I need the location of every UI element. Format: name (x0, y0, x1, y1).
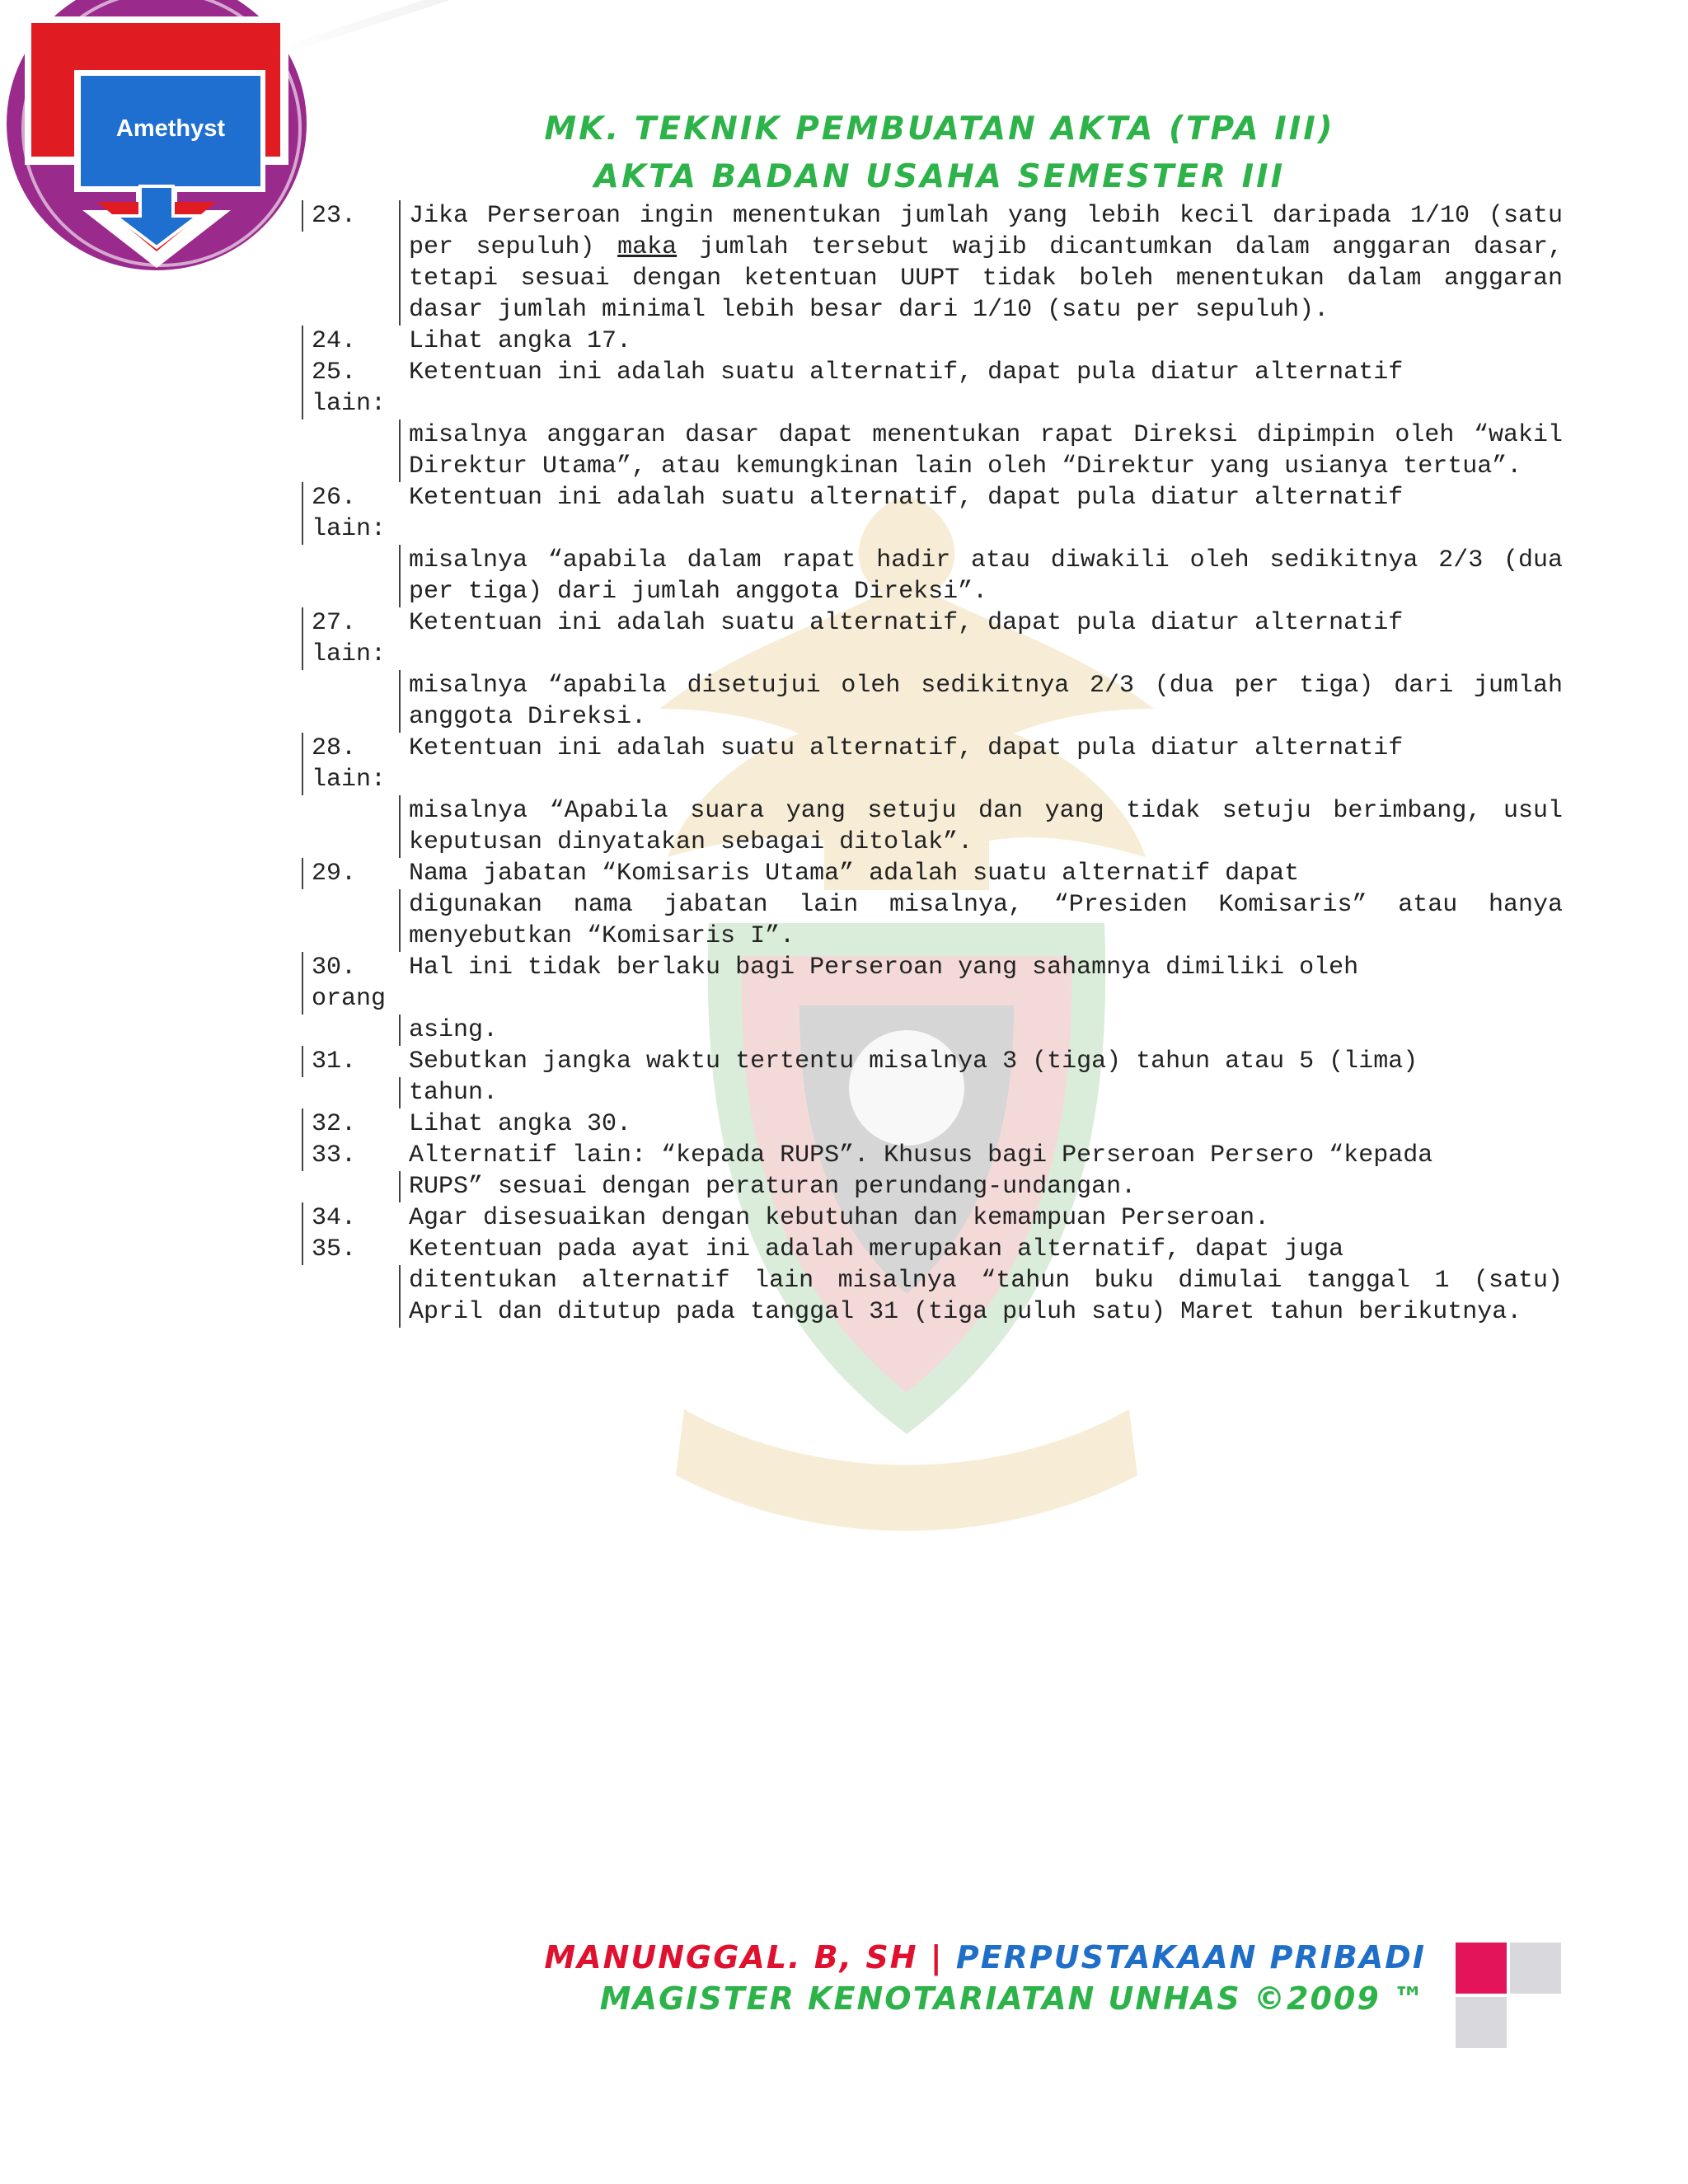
item-number: 35. (302, 1234, 394, 1265)
list-item-25 (302, 357, 1563, 482)
item-number: 29. (302, 858, 394, 889)
item-text: ditentukan alternatif lain misalnya “tahun buku dimulai tanggal 1 (satu) April dan ditutup pada tanggal 31 (tiga puluh satu) Maret tahun berikutnya. (399, 1265, 1563, 1328)
item-text-part: Jika Perseroan ingin menentukan jumlah yang lebih kecil daripada 1/10 (satu per sepuluh) (409, 202, 1563, 261)
decorative-swoosh (270, 0, 775, 58)
footer-square-gray (1456, 1997, 1507, 2048)
item-text-part: jumlah tersebut wajib dicantumkan dalam anggaran dasar, tetapi sesuai dengan ketentuan UUPT tidak boleh menentukan dalam anggaran dasar jumlah minimal lebih besar dari 1/10 (satu per sepuluh). (409, 233, 1563, 324)
list-item-34 (302, 1202, 1563, 1234)
footer-square-pink (1456, 1943, 1507, 1994)
item-wrapped-word: lain: (302, 388, 394, 419)
item-text (399, 200, 1563, 326)
list-item-32 (302, 1108, 1563, 1140)
footer-line1 (528, 1937, 1426, 1978)
list-item-28 (302, 733, 1563, 858)
footer-author: MANUNGGAL. B, SH (544, 1939, 918, 1975)
footer-institution: MAGISTER KENOTARIATAN UNHAS ©2009 ™ (599, 1980, 1426, 2017)
list-item-31 (302, 1046, 1563, 1108)
logo-label: Amethyst (115, 115, 226, 142)
item-wrapped-word: orang (302, 983, 394, 1015)
item-text: asing. (399, 1015, 1563, 1046)
item-text: Lihat angka 30. (409, 1110, 632, 1138)
item-text: misalnya “apabila dalam rapat hadir atau diwakili oleh sedikitnya 2/3 (dua per tiga) dari jumlah anggota Direksi”. (399, 545, 1563, 607)
item-number: 30. (302, 952, 394, 983)
page-footer (528, 1937, 1426, 2019)
item-text: misalnya “apabila disetujui oleh sedikitnya 2/3 (dua per tiga) dari jumlah anggota Direksi. (399, 670, 1563, 733)
item-first-line: Ketentuan ini adalah suatu alternatif, dapat pula diatur alternatif (409, 734, 1404, 762)
header-title-line1: MK. TEKNIK PEMBUATAN AKTA (TPA III) (544, 110, 1335, 148)
list-item-29 (302, 858, 1563, 952)
item-wrapped-word: lain: (302, 513, 394, 545)
item-number: 27. (302, 607, 394, 639)
item-first-line: Ketentuan pada ayat ini adalah merupakan alternatif, dapat juga (409, 1235, 1344, 1263)
item-number: 25. (302, 357, 394, 388)
footer-square-gray (1510, 1943, 1561, 1994)
item-text: Agar disesuaikan dengan kebutuhan dan kemampuan Perseroan. (409, 1204, 1270, 1232)
list-item-27 (302, 607, 1563, 733)
item-text: Lihat angka 17. (409, 327, 632, 355)
item-number: 31. (302, 1046, 394, 1077)
list-item-23 (302, 200, 1563, 326)
item-text: misalnya “Apabila suara yang setuju dan yang tidak setuju berimbang, usul keputusan dinyatakan sebagai ditolak”. (399, 795, 1563, 858)
item-text: RUPS” sesuai dengan peraturan perundang-undangan. (399, 1171, 1563, 1202)
item-text: tahun. (399, 1077, 1563, 1108)
item-first-line: Ketentuan ini adalah suatu alternatif, dapat pula diatur alternatif (409, 484, 1404, 512)
item-wrapped-word: lain: (302, 764, 394, 795)
item-number: 26. (302, 482, 394, 513)
document-header (445, 105, 1434, 201)
footer-library: PERPUSTAKAAN PRIBADI (955, 1939, 1426, 1975)
list-item-33 (302, 1140, 1563, 1202)
item-first-line: Sebutkan jangka waktu tertentu misalnya 3 (tiga) tahun atau 5 (lima) (409, 1047, 1418, 1076)
item-first-line: Hal ini tidak berlaku bagi Perseroan yang sahamnya dimiliki oleh (409, 954, 1359, 982)
footer-separator: | (917, 1939, 956, 1975)
item-number: 28. (302, 733, 394, 764)
list-item-30 (302, 952, 1563, 1046)
item-number: 23. (302, 200, 394, 232)
item-first-line: Nama jabatan “Komisaris Utama” adalah suatu alternatif dapat (409, 860, 1300, 888)
item-number: 32. (302, 1108, 394, 1140)
item-number: 24. (302, 326, 394, 357)
item-number: 34. (302, 1202, 394, 1234)
item-first-line: Alternatif lain: “kepada RUPS”. Khusus bagi Perseroan Persero “kepada (409, 1141, 1433, 1169)
item-text-underlined: maka (617, 233, 678, 261)
list-item-35 (302, 1234, 1563, 1328)
item-number: 33. (302, 1140, 394, 1171)
list-item-26 (302, 482, 1563, 607)
item-text: digunakan nama jabatan lain misalnya, “Presiden Komisaris” atau hanya menyebutkan “Komisaris I”. (399, 889, 1563, 952)
list-item-24 (302, 326, 1563, 357)
item-wrapped-word: lain: (302, 639, 394, 670)
item-first-line: Ketentuan ini adalah suatu alternatif, dapat pula diatur alternatif (409, 609, 1404, 637)
item-text: misalnya anggaran dasar dapat menentukan rapat Direksi dipimpin oleh “wakil Direktur Utama”, atau kemungkinan lain oleh “Direktur yang usianya tertua”. (399, 419, 1563, 482)
document-body (302, 200, 1563, 1328)
item-first-line: Ketentuan ini adalah suatu alternatif, dapat pula diatur alternatif (409, 359, 1404, 387)
amethyst-logo (0, 0, 313, 280)
header-title-line2: AKTA BADAN USAHA SEMESTER III (593, 158, 1286, 195)
